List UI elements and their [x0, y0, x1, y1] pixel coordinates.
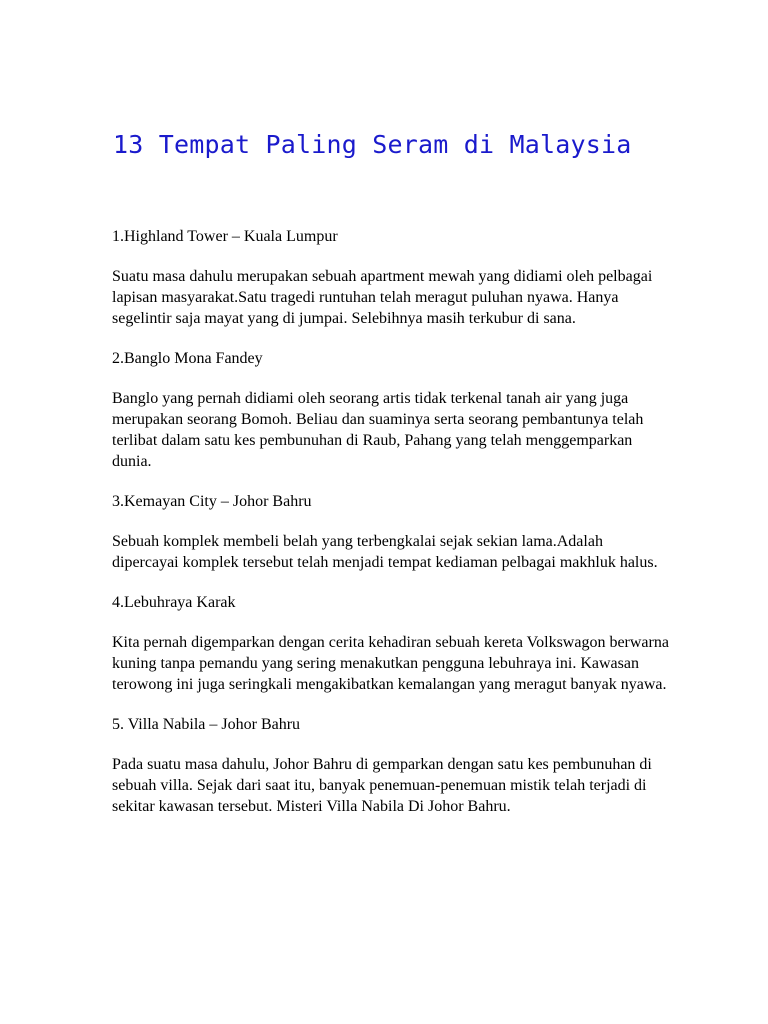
section-body-1: Suatu masa dahulu merupakan sebuah apartment mewah yang didiami oleh pelbagai lapisan masyarakat.Satu tragedi runtuhan telah meragut puluhan nyawa. Hanya segelintir saja mayat yang di jumpai. Selebihnya masih terkubur di sana.	[112, 268, 653, 327]
document-body	[112, 226, 672, 836]
section-body-2: Banglo yang pernah didiami oleh seorang artis tidak terkenal tanah air yang juga merupakan seorang Bomoh. Beliau dan suaminya serta seorang pembantunya telah terlibat dalam satu kes pembunuhan di Raub, Pahang yang telah menggemparkan dunia.	[112, 390, 644, 470]
section-body-4: Kita pernah digemparkan dengan cerita kehadiran sebuah kereta Volkswagon berwarna kuning tanpa pemandu yang sering menakutkan pengguna lebuhraya ini. Kawasan terowong ini juga seringkali mengakibatkan kemalangan yang meragut banyak nyawa.	[112, 634, 669, 693]
section-body-3: Sebuah komplek membeli belah yang terbengkalai sejak sekian lama.Adalah dipercayai komplek tersebut telah menjadi tempat kediaman pelbagai makhluk halus.	[112, 533, 658, 571]
section-heading-1: 1.Highland Tower – Kuala Lumpur	[112, 228, 338, 245]
section-heading-5: 5. Villa Nabila – Johor Bahru	[112, 716, 301, 733]
document-title: 13 Tempat Paling Seram di Malaysia	[113, 130, 632, 159]
section-heading-2: 2.Banglo Mona Fandey	[112, 350, 263, 367]
section-heading-4: 4.Lebuhraya Karak	[112, 594, 236, 611]
section-body-5: Pada suatu masa dahulu, Johor Bahru di gemparkan dengan satu kes pembunuhan di sebuah villa. Sejak dari saat itu, banyak penemuan-penemuan mistik telah terjadi di sekitar kawasan tersebut. Misteri Villa Nabila Di Johor Bahru.	[112, 756, 652, 815]
section-heading-3: 3.Kemayan City – Johor Bahru	[112, 493, 312, 510]
